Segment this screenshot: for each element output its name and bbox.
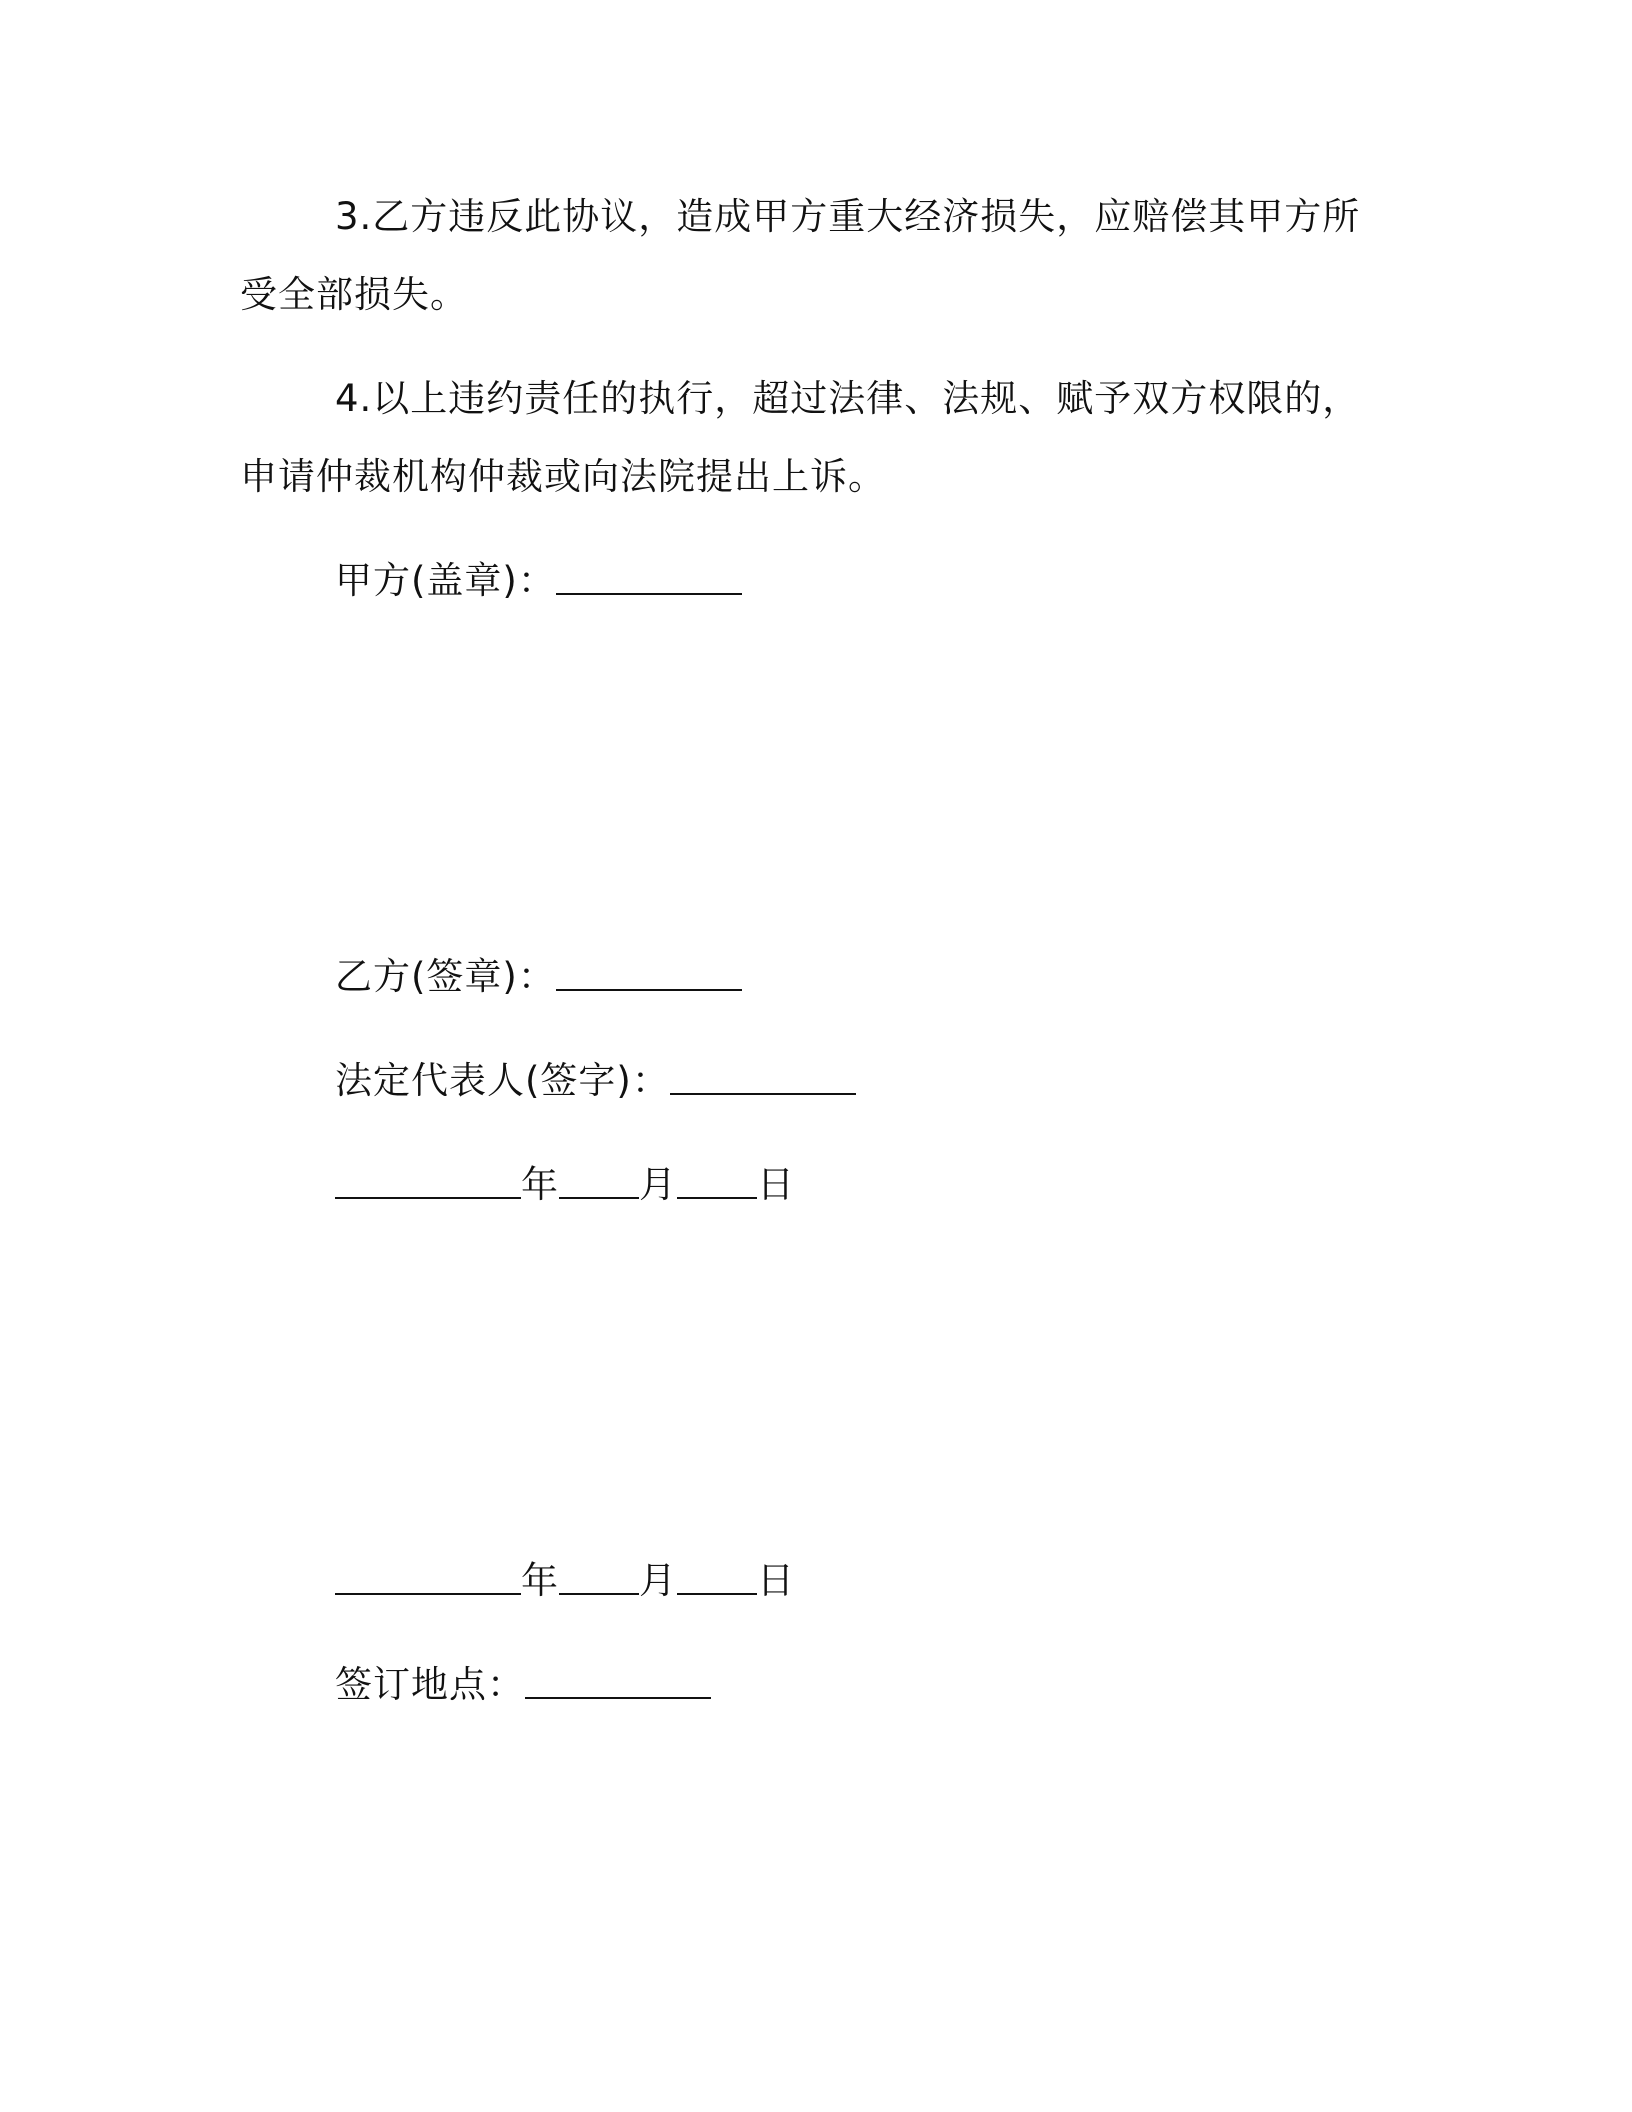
year-label: 年 [521, 1559, 559, 1602]
party-b-blank [556, 953, 742, 991]
party-a-label: 甲方(盖章)： [335, 559, 556, 602]
date-line-2 [335, 1556, 795, 1606]
clause-4: 4.以上违约责任的执行，超过法律、法规、赋予双方权限的，申请仲裁机构仲裁或向法院提出上诉。 [240, 377, 1361, 498]
month-blank [559, 1557, 639, 1595]
date-line-1 [335, 1160, 795, 1210]
month-blank [559, 1161, 639, 1199]
party-b-label: 乙方(签章)： [335, 955, 556, 998]
year-blank [335, 1161, 521, 1199]
year-blank [335, 1557, 521, 1595]
legal-rep-line [335, 1056, 856, 1106]
party-b-line [335, 952, 742, 1002]
legal-rep-label: 法定代表人(签字)： [335, 1059, 670, 1102]
day-blank [677, 1557, 757, 1595]
month-label: 月 [639, 1163, 677, 1206]
day-blank [677, 1161, 757, 1199]
place-label: 签订地点： [335, 1663, 525, 1706]
day-label: 日 [757, 1163, 795, 1206]
clause-3: 3.乙方违反此协议，造成甲方重大经济损失，应赔偿其甲方所受全部损失。 [240, 195, 1361, 316]
year-label: 年 [521, 1163, 559, 1206]
party-a-blank [556, 557, 742, 595]
place-blank [525, 1661, 711, 1699]
party-a-line [335, 556, 742, 606]
legal-rep-blank [670, 1057, 856, 1095]
month-label: 月 [639, 1559, 677, 1602]
place-line [335, 1660, 711, 1710]
day-label: 日 [757, 1559, 795, 1602]
